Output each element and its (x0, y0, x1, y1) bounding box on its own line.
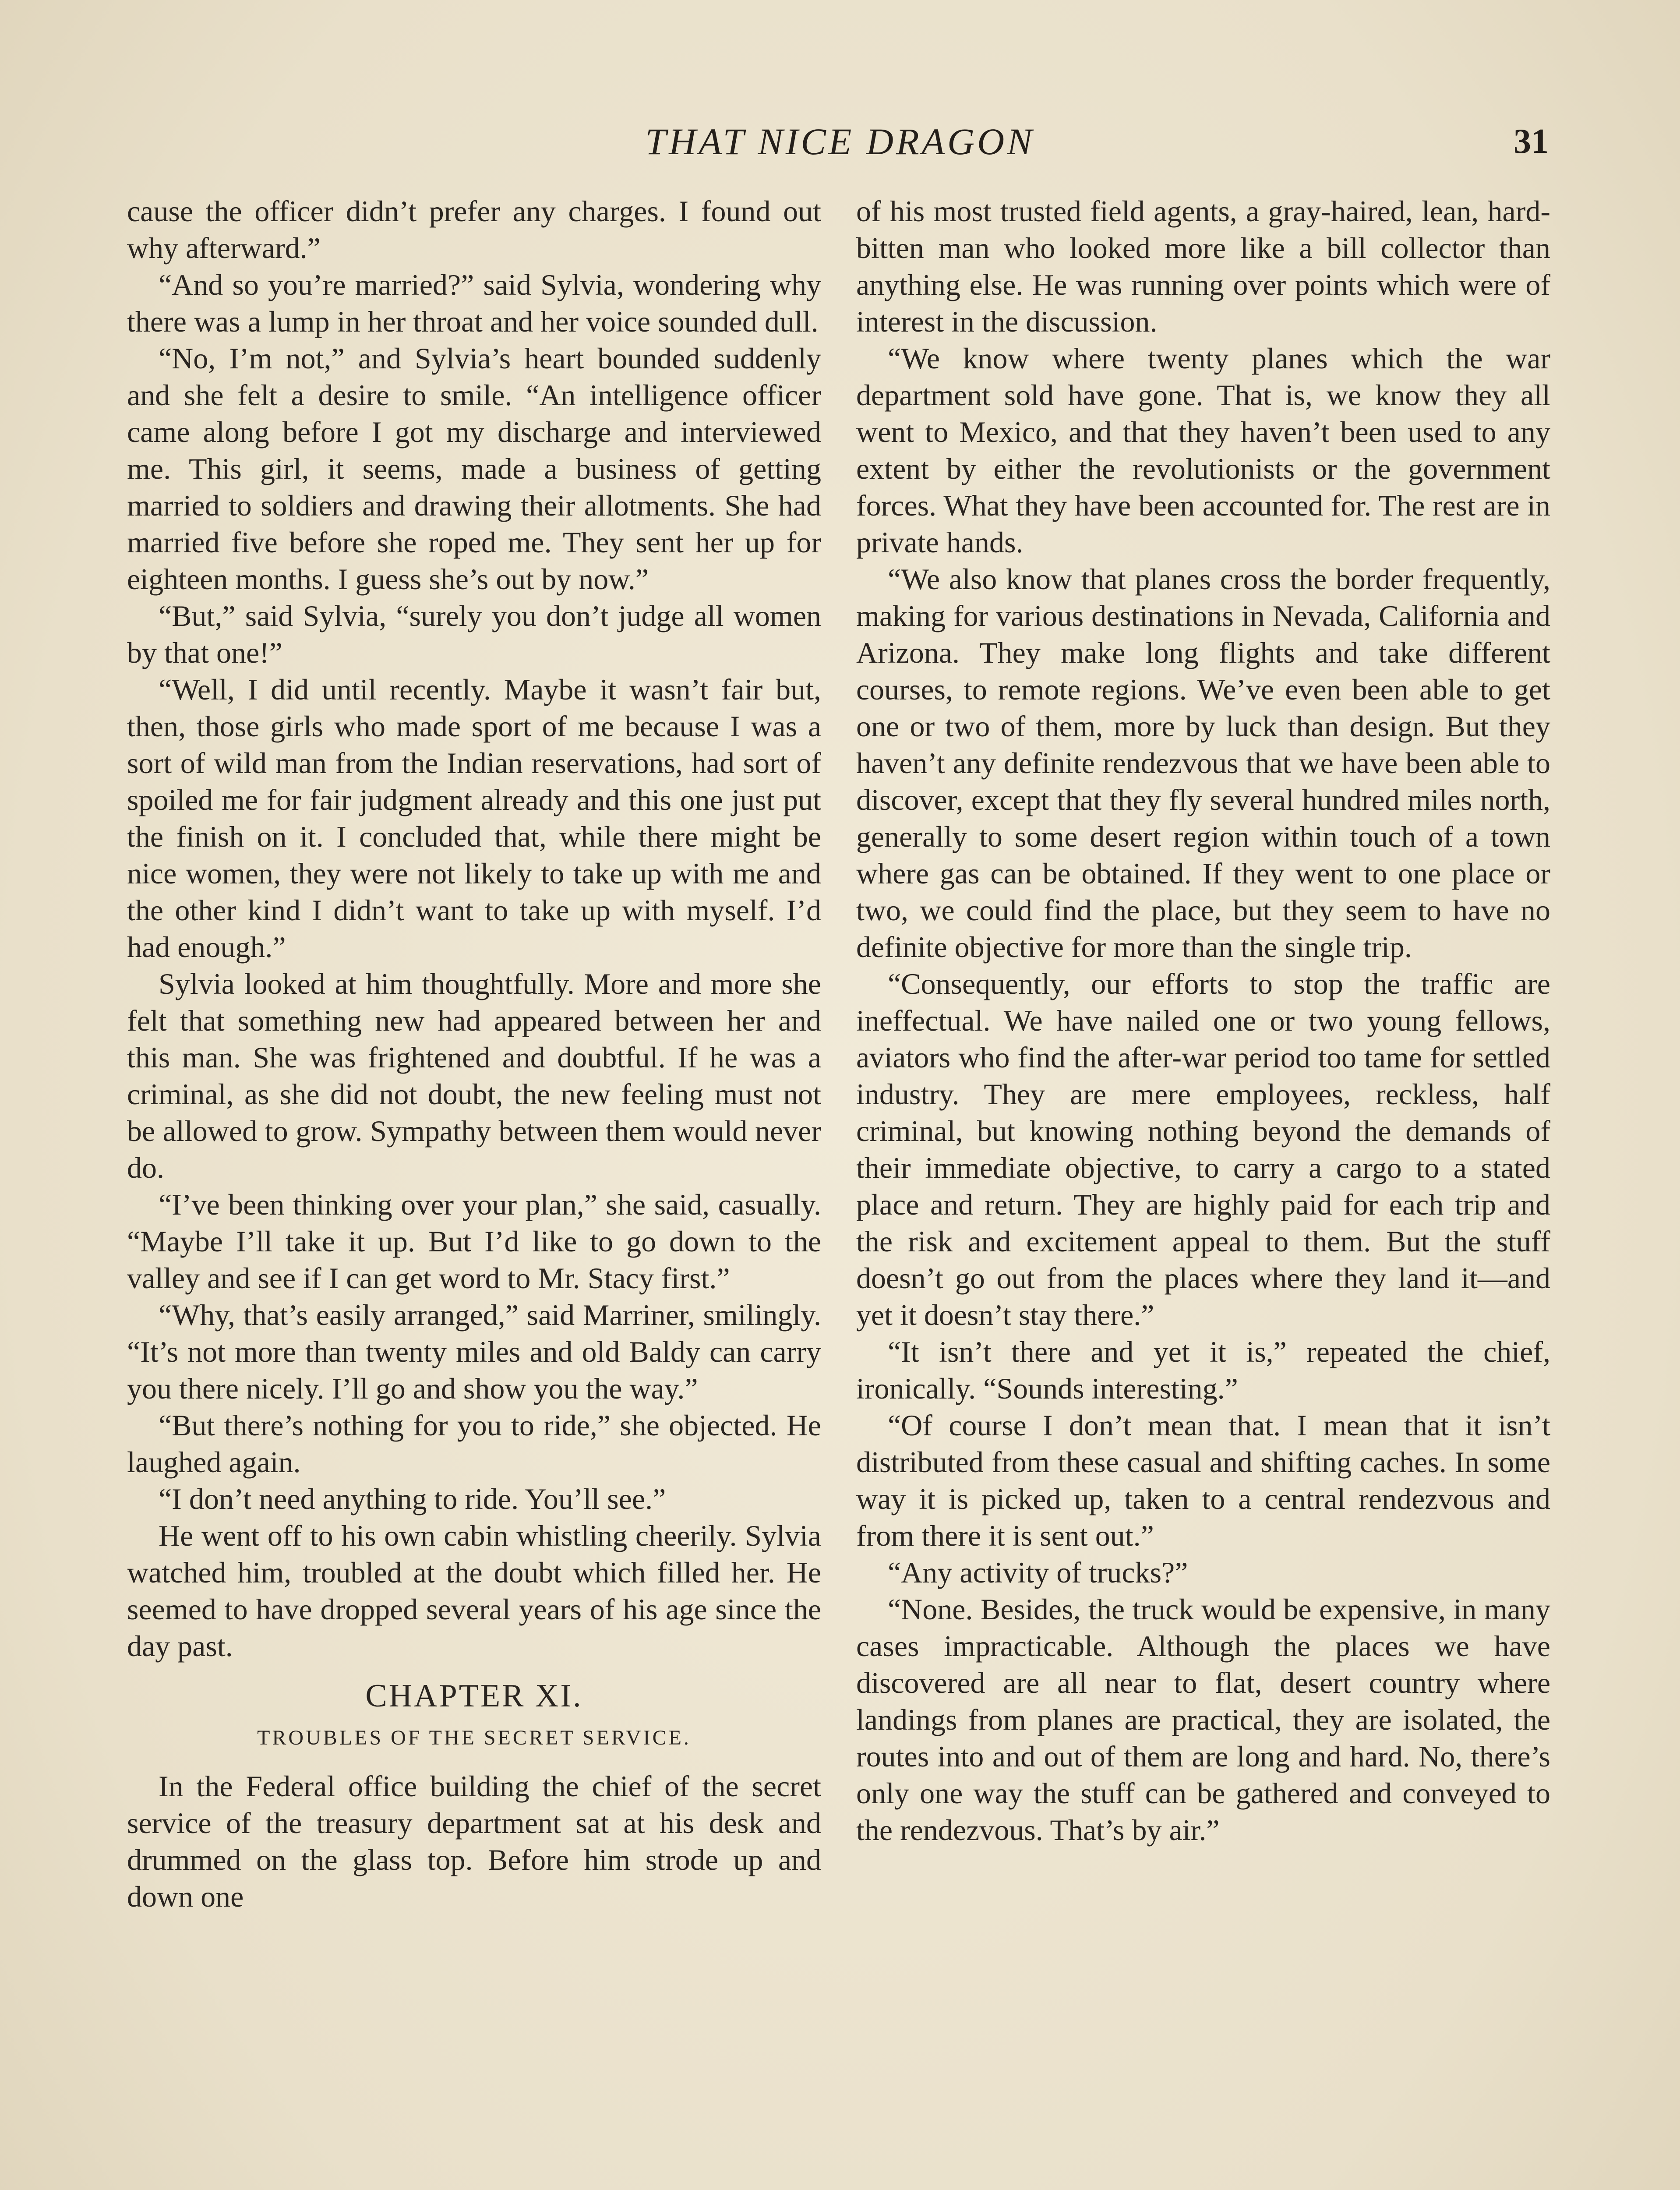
paragraph: “But,” said Sylvia, “surely you don’t judge all women by that one!” (127, 599, 821, 669)
paragraph: “I don’t need anything to ride. You’ll see.” (159, 1482, 666, 1515)
paragraph: “Consequently, our efforts to stop the traffic are ineffectual. We have nailed one or two young fellows, aviators who find the after-war period too tame for settled industry. They are mere employees, reckless, half criminal, but knowing nothing beyond the demands of their immediate objective, to carry a cargo to a stated place and return. They are highly paid for each trip and the risk and excitement appeal to them. But the stuff doesn’t go out from the places where they land it—and yet it doesn’t stay there.” (856, 967, 1550, 1332)
chapter-heading: CHAPTER XI. (365, 1678, 583, 1714)
paragraph: “No, I’m not,” and Sylvia’s heart bounded suddenly and she felt a desire to smile. “An intelligence officer came along before I got my discharge and interviewed me. This girl, it seems, made a business of getting married to soldiers and drawing their allotments. She had married five before she roped me. They sent her up for eighteen months. I guess she’s out by now.” (127, 342, 821, 596)
paragraph: “Why, that’s easily arranged,” said Marriner, smilingly. “It’s not more than twenty miles and old Baldy can carry you there nicely. I’ll go and show you the way.” (127, 1298, 821, 1405)
paragraph: “Any activity of trucks?” (888, 1556, 1188, 1589)
paragraph: of his most trusted field agents, a gray-haired, lean, hard-bitten man who looked more like a bill collector than anything else. He was running over points which were of interest in the discussion. (856, 194, 1550, 338)
page-number: 31 (1514, 122, 1549, 161)
paragraph: “We also know that planes cross the border frequently, making for various destinations in Nevada, California and Arizona. They make long flights and take different courses, to remote regions. We’ve even been able to get one or two of them, more by luck than design. But they haven’t any definite rendezvous that we have been able to discover, except that they fly several hundred miles north, generally to some desert region within touch of a town where gas can be obtained. If they went to one place or two, we could find the place, but they seem to have no definite objective for more than the single trip. (856, 562, 1550, 964)
paragraph: “Of course I don’t mean that. I mean that it isn’t distributed from these casual and shifting caches. In some way it is picked up, taken to a central rendezvous and from there it is sent out.” (856, 1409, 1550, 1552)
paragraph: Sylvia looked at him thoughtfully. More and more she felt that something new had appeared between her and this man. She was frightened and doubtful. If he was a criminal, as she did not doubt, the new feeling must not be allowed to grow. Sympathy between them would never do. (127, 967, 821, 1184)
paragraph: “It isn’t there and yet it is,” repeated the chief, ironically. “Sounds interesting.” (856, 1335, 1550, 1405)
chapter-subtitle: TROUBLES OF THE SECRET SERVICE. (257, 1726, 691, 1749)
running-header (0, 117, 1680, 174)
paragraph: “I’ve been thinking over your plan,” she said, casually. “Maybe I’ll take it up. But I’d like to go down to the valley and see if I can get word to Mr. Stacy first.” (127, 1188, 821, 1295)
right-column (856, 193, 1550, 2190)
paragraph: He went off to his own cabin whistling cheerily. Sylvia watched him, troubled at the doubt which filled her. He seemed to have dropped several years of his age since the day past. (127, 1519, 821, 1663)
left-column (127, 193, 821, 2190)
paragraph: “But there’s nothing for you to ride,” she objected. He laughed again. (127, 1409, 821, 1479)
running-title: THAT NICE DRAGON (645, 120, 1035, 162)
paragraph: cause the officer didn’t prefer any charges. I found out why afterward.” (127, 194, 821, 265)
paragraph: “None. Besides, the truck would be expensive, in many cases impracticable. Although the places we have discovered are all near to flat, desert country where landings from planes are practical, they are isolated, the routes into and out of them are long and hard. No, there’s only one way the stuff can be gathered and conveyed to the rendezvous. That’s by air.” (856, 1593, 1550, 1847)
paragraph: “We know where twenty planes which the war department sold have gone. That is, we know they all went to Mexico, and that they haven’t been used to any extent by either the revolutionists or the government forces. What they have been accounted for. The rest are in private hands. (856, 342, 1550, 559)
chapter-opening-paragraph: In the Federal office building the chief of the secret service of the treasury department sat at his desk and drummed on the glass top. Before him strode up and down one (127, 1770, 821, 1913)
paragraph: “Well, I did until recently. Maybe it wasn’t fair but, then, those girls who made sport of me because I was a sort of wild man from the Indian reservations, had sort of spoiled me for fair judgment already and this one just put the finish on it. I concluded that, while there might be nice women, they were not likely to take up with me and the other kind I didn’t want to take up with myself. I’d had enough.” (127, 673, 821, 964)
paragraph: “And so you’re married?” said Sylvia, wondering why there was a lump in her throat and her voice sounded dull. (127, 268, 821, 338)
